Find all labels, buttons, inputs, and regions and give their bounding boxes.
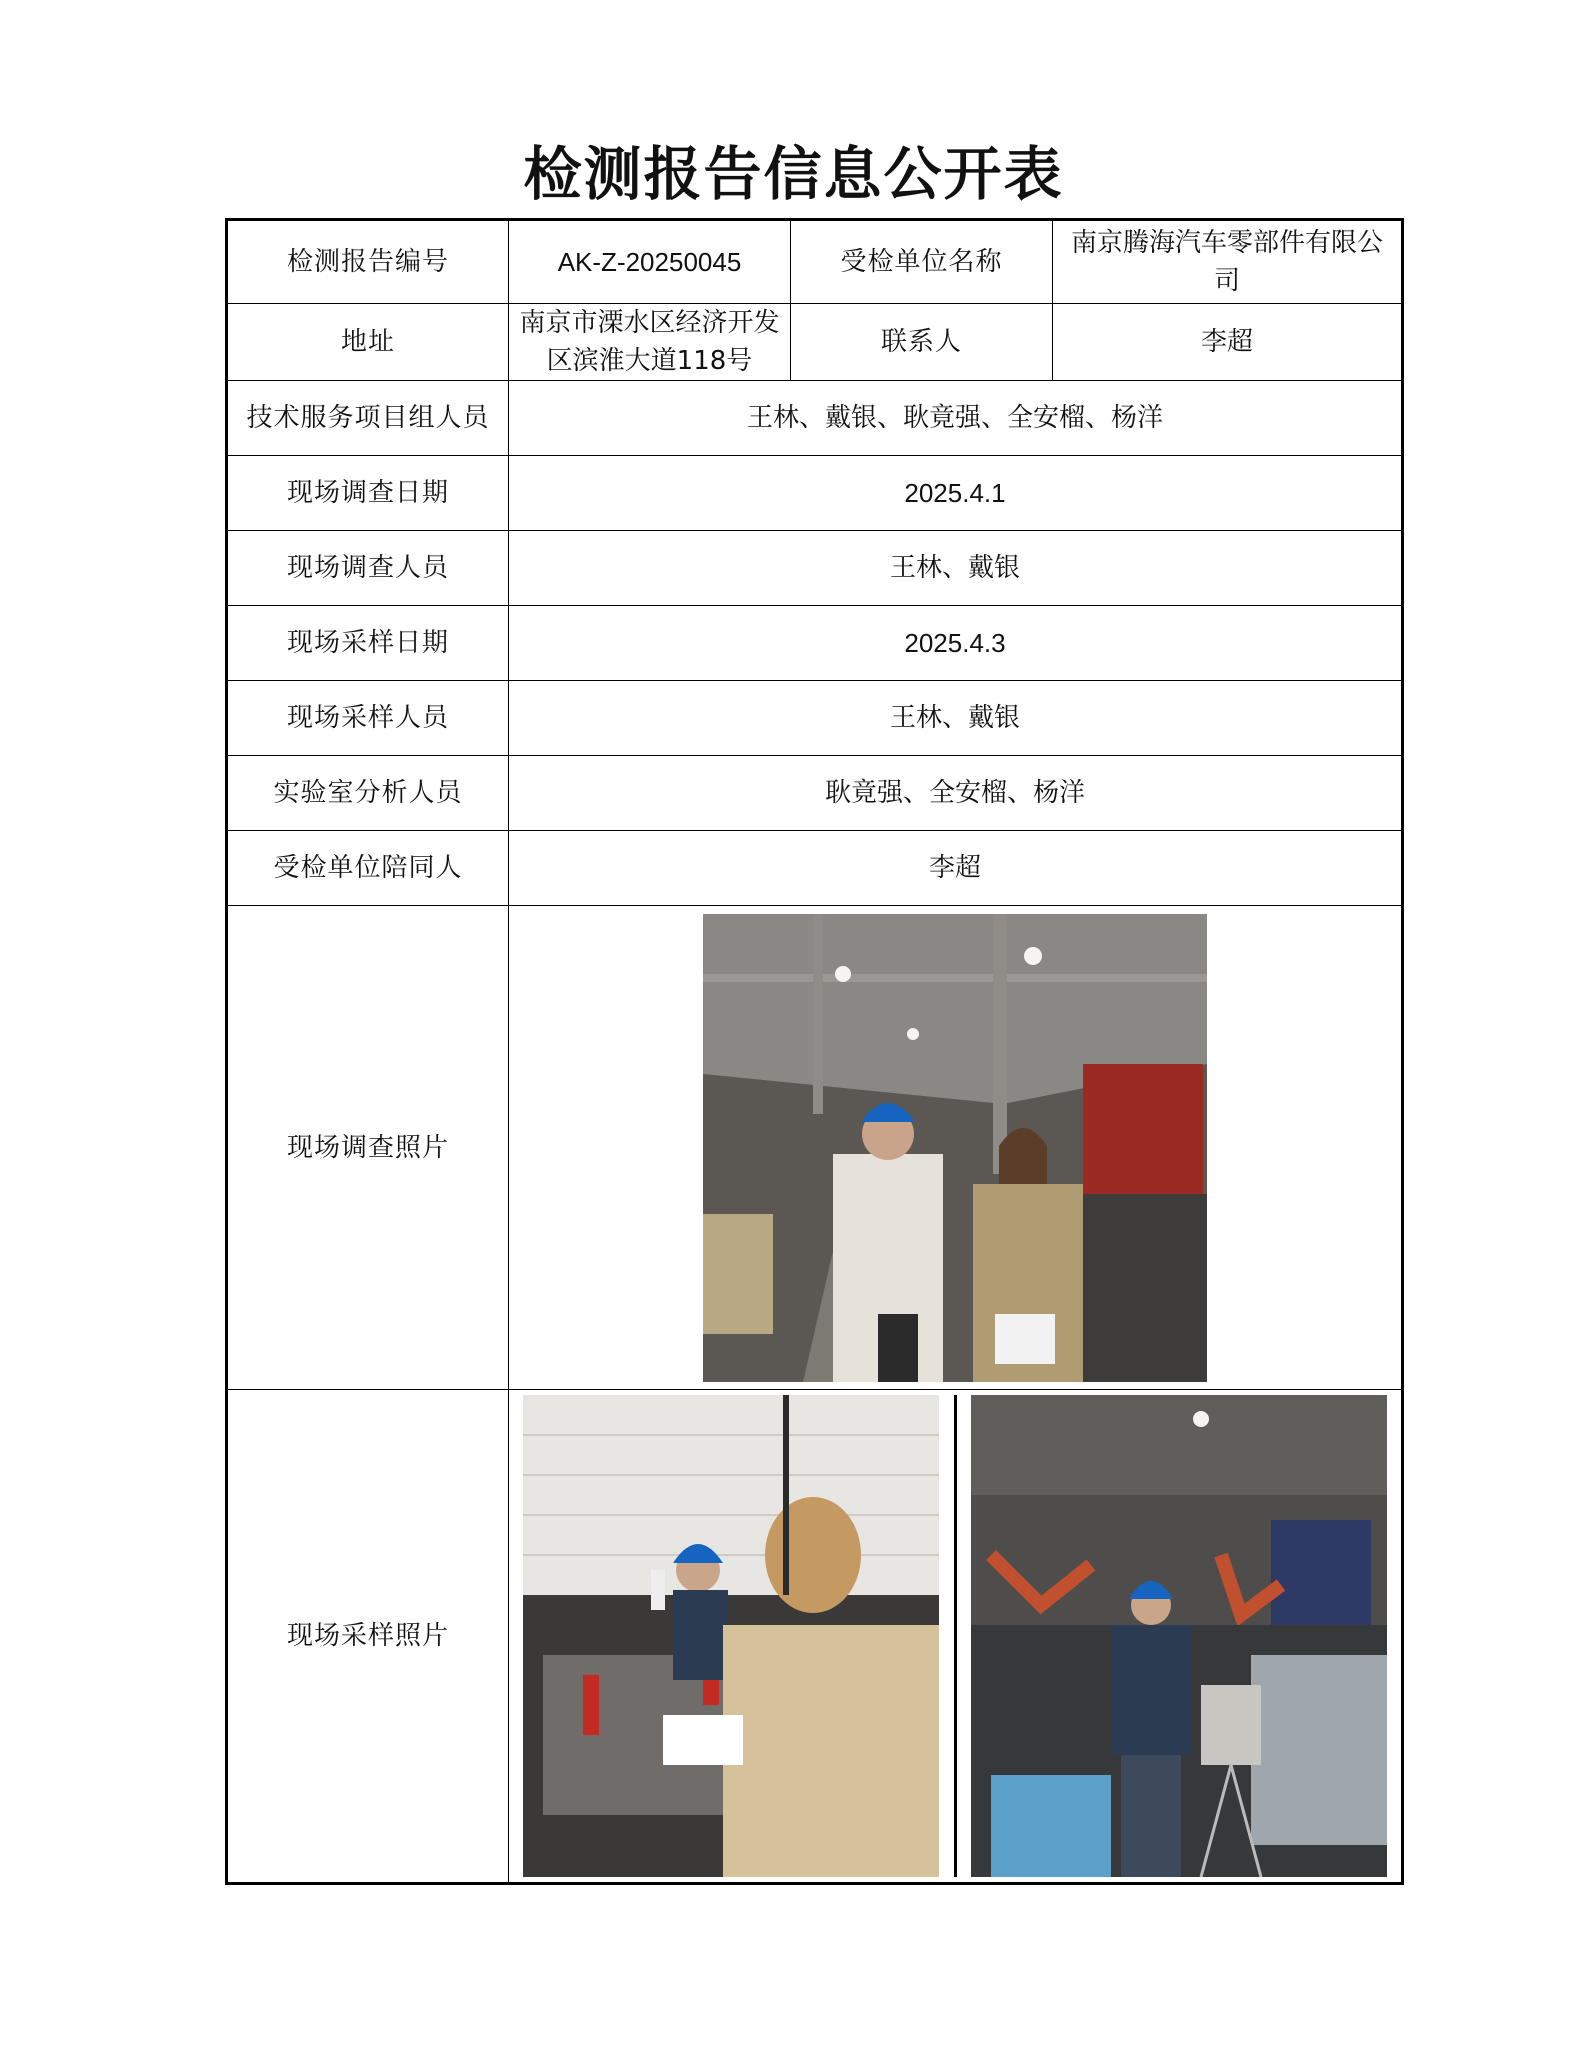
escort-value: 李超 bbox=[509, 831, 1403, 906]
survey-staff-value: 王林、戴银 bbox=[509, 531, 1403, 606]
survey-photo-cell bbox=[509, 906, 1403, 1390]
table-row bbox=[227, 681, 1403, 756]
table-row bbox=[227, 304, 1403, 381]
unit-name-label: 受检单位名称 bbox=[791, 220, 1053, 304]
table-row bbox=[227, 606, 1403, 681]
survey-photo-label: 现场调查照片 bbox=[227, 906, 509, 1390]
report-table bbox=[225, 218, 1404, 1885]
table-row bbox=[227, 381, 1403, 456]
survey-staff-label: 现场调查人员 bbox=[227, 531, 509, 606]
team-value: 王林、戴银、耿竟强、全安榴、杨洋 bbox=[509, 381, 1403, 456]
sampling-photo-label: 现场采样照片 bbox=[227, 1390, 509, 1884]
table-row bbox=[227, 220, 1403, 304]
sampling-photo-left bbox=[523, 1395, 939, 1877]
sampling-staff-value: 王林、戴银 bbox=[509, 681, 1403, 756]
sampling-date-value: 2025.4.3 bbox=[509, 606, 1403, 681]
table-row bbox=[227, 831, 1403, 906]
page-title: 检测报告信息公开表 bbox=[523, 140, 1064, 208]
escort-label: 受检单位陪同人 bbox=[227, 831, 509, 906]
sampling-photos-cell bbox=[509, 1390, 1403, 1884]
sampling-photo-left-wrap bbox=[509, 1395, 957, 1877]
table-row bbox=[227, 906, 1403, 1390]
sampling-photo-right bbox=[971, 1395, 1387, 1877]
address-value: 南京市溧水区经济开发区滨淮大道118号 bbox=[509, 304, 791, 381]
address-label: 地址 bbox=[227, 304, 509, 381]
team-label: 技术服务项目组人员 bbox=[227, 381, 509, 456]
table-row bbox=[227, 456, 1403, 531]
lab-staff-label: 实验室分析人员 bbox=[227, 756, 509, 831]
table-row bbox=[227, 756, 1403, 831]
lab-staff-value: 耿竟强、全安榴、杨洋 bbox=[509, 756, 1403, 831]
table-row bbox=[227, 531, 1403, 606]
survey-date-label: 现场调查日期 bbox=[227, 456, 509, 531]
contact-value: 李超 bbox=[1053, 304, 1403, 381]
survey-photo bbox=[703, 914, 1207, 1382]
sampling-staff-label: 现场采样人员 bbox=[227, 681, 509, 756]
sampling-photo-right-wrap bbox=[957, 1395, 1402, 1877]
report-no-label: 检测报告编号 bbox=[227, 220, 509, 304]
unit-name-value: 南京腾海汽车零部件有限公司 bbox=[1053, 220, 1403, 304]
sampling-date-label: 现场采样日期 bbox=[227, 606, 509, 681]
table-row bbox=[227, 1390, 1403, 1884]
contact-label: 联系人 bbox=[791, 304, 1053, 381]
survey-date-value: 2025.4.1 bbox=[509, 456, 1403, 531]
sampling-photos bbox=[509, 1395, 1401, 1877]
report-no-value: AK-Z-20250045 bbox=[509, 220, 791, 304]
